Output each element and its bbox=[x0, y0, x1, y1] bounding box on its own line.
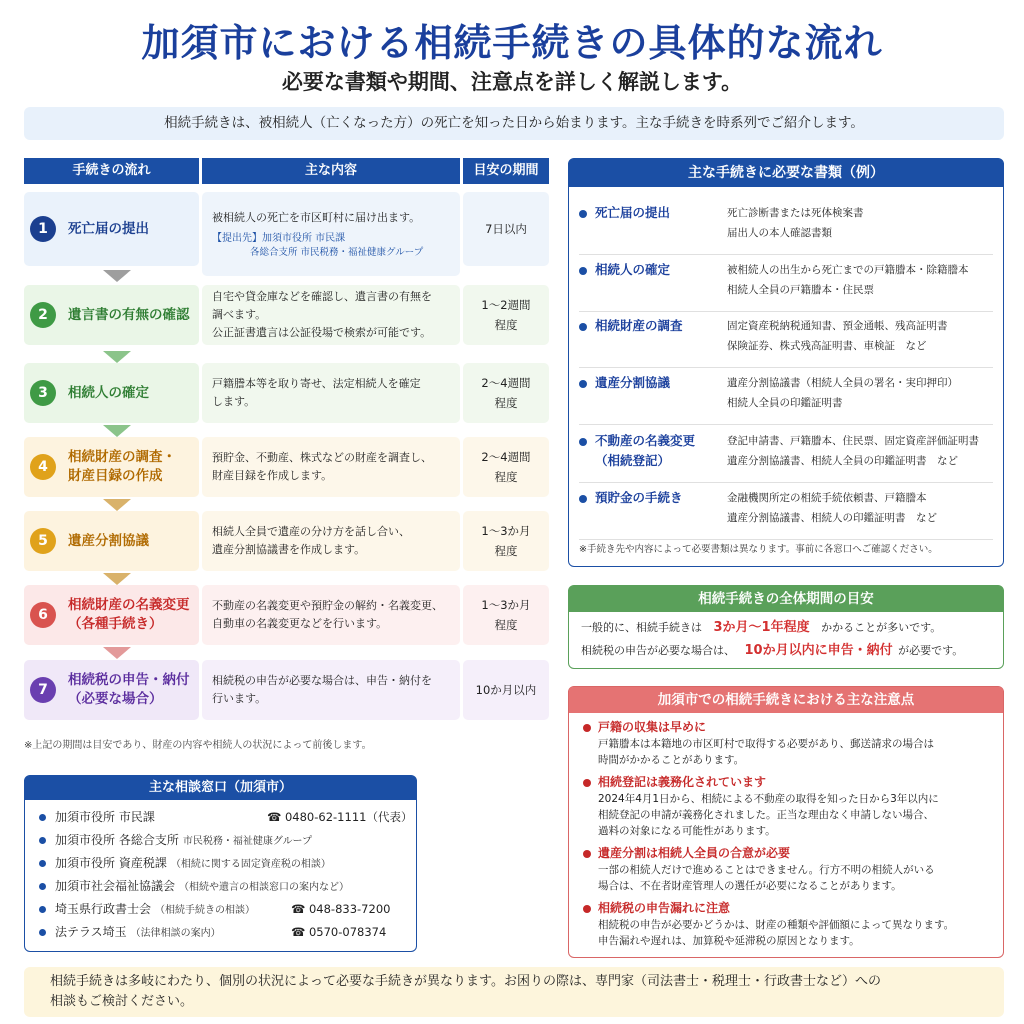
step-desc-cell bbox=[202, 363, 460, 423]
caution-title-row bbox=[583, 844, 995, 862]
step-desc-cell bbox=[202, 511, 460, 571]
caution-text: 2024年4月1日から、相続による不動産の取得を知った日から3年以内に bbox=[598, 793, 939, 805]
step-period-line: 1〜3か月 bbox=[481, 598, 531, 612]
step-period-line: 程度 bbox=[494, 618, 518, 632]
contact-row bbox=[25, 898, 416, 921]
step-period-cell bbox=[463, 363, 549, 423]
step-desc-cell bbox=[202, 585, 460, 645]
step-period-cell bbox=[463, 660, 549, 720]
step-name-cell bbox=[24, 285, 199, 345]
flow-step bbox=[24, 363, 549, 423]
required-documents-panel bbox=[568, 158, 1004, 567]
step-desc-line: 自動車の名義変更などを行います。 bbox=[212, 617, 388, 630]
step-name bbox=[68, 532, 149, 551]
caution-item bbox=[569, 718, 1003, 768]
down-arrow-icon bbox=[103, 270, 131, 282]
step-period-line: 程度 bbox=[494, 544, 518, 558]
bullet-icon bbox=[583, 779, 591, 787]
bullet-icon bbox=[39, 837, 46, 844]
bullet-icon bbox=[579, 267, 587, 275]
contacts-panel bbox=[24, 775, 417, 952]
caution-title: 相続税の申告漏れに注意 bbox=[598, 901, 731, 915]
step-name-cell bbox=[24, 363, 199, 423]
document-row bbox=[579, 484, 993, 540]
step-desc-line: 相続税の申告が必要な場合は、申告・納付を bbox=[212, 674, 432, 687]
bullet-icon bbox=[579, 323, 587, 331]
bullet-icon bbox=[579, 380, 587, 388]
document-label-cell bbox=[579, 260, 729, 280]
cautions-list bbox=[569, 718, 1003, 949]
flow-header-period: 目安の期間 bbox=[463, 158, 549, 184]
step-name bbox=[68, 671, 190, 709]
step-period-line: 2〜4週間 bbox=[481, 376, 531, 390]
bullet-icon bbox=[579, 210, 587, 218]
caution-text: 戸籍謄本は本籍地の市区町村で取得する必要があり、郵送請求の場合は bbox=[598, 738, 934, 750]
step-period-cell bbox=[463, 437, 549, 497]
period-text: 一般的に、相続手続きは bbox=[581, 621, 702, 634]
step-name-line: 相続財産の名義変更 bbox=[68, 597, 190, 613]
contact-note: （相続や遺言の相談窓口の案内など） bbox=[179, 882, 350, 893]
contact-name: 法テラス埼玉 bbox=[55, 925, 127, 939]
down-arrow-icon bbox=[103, 499, 131, 511]
step-period-line: 1〜2週間 bbox=[481, 298, 531, 312]
step-desc-line: 公正証書遺言は公証役場で検索が可能です。 bbox=[212, 326, 432, 339]
document-label-cell bbox=[579, 203, 729, 223]
period-line-1 bbox=[569, 616, 1003, 639]
period-text: が必要です。 bbox=[898, 644, 964, 657]
document-row bbox=[579, 369, 993, 425]
period-line-2 bbox=[569, 639, 1003, 662]
caution-title: 相続登記は義務化されています bbox=[598, 775, 767, 789]
flow-step bbox=[24, 585, 549, 645]
document-label: 不動産の名義変更 bbox=[595, 433, 696, 448]
footer-line: 相続手続きは多岐にわたり、個別の状況によって必要な手続きが異なります。お困りの際は、専門家（司法書士・税理士・行政書士など）への bbox=[50, 974, 881, 989]
document-item: 金融機関所定の相続手続依頼書、戸籍謄本 bbox=[727, 492, 927, 504]
step-name-line: （必要な場合） bbox=[68, 691, 163, 707]
step-period-cell bbox=[463, 511, 549, 571]
caution-body bbox=[583, 862, 995, 894]
contact-name: 埼玉県行政書士会 bbox=[55, 902, 152, 916]
contact-note: （相続手続きの相談） bbox=[155, 905, 256, 916]
step-number: 6 bbox=[30, 602, 56, 628]
documents-note: ※手続き先や内容によって必要書類は異なります。事前に各窓口へご確認ください。 bbox=[579, 544, 938, 555]
document-row bbox=[579, 199, 993, 255]
contacts-title: 主な相談窓口（加須市） bbox=[25, 776, 416, 800]
document-items bbox=[727, 431, 997, 471]
document-item: 固定資産税納税通知書、預金通帳、残高証明書 bbox=[727, 320, 948, 332]
cautions-title: 加須市での相続手続きにおける主な注意点 bbox=[569, 687, 1003, 713]
bullet-icon bbox=[39, 883, 46, 890]
page-subtitle: 必要な書類や期間、注意点を詳しく解説します。 bbox=[281, 70, 743, 94]
flow-note: ※上記の期間は目安であり、財産の内容や相続人の状況によって前後します。 bbox=[24, 740, 372, 751]
document-label: 死亡届の提出 bbox=[595, 205, 671, 220]
document-item: 死亡診断書または死体検案書 bbox=[727, 207, 864, 219]
flow-step bbox=[24, 660, 549, 720]
step-period-line: 程度 bbox=[494, 318, 518, 332]
document-row bbox=[579, 256, 993, 312]
contact-row bbox=[25, 829, 416, 852]
document-label-cell bbox=[579, 373, 729, 393]
flow-step bbox=[24, 511, 549, 571]
caution-text: 申告漏れや遅れは、加算税や延滞税の原因となります。 bbox=[598, 935, 860, 947]
step-name-line: 相続財産の調査・ bbox=[68, 449, 176, 465]
step-name-cell bbox=[24, 660, 199, 720]
page-title: 加須市における相続手続きの具体的な流れ bbox=[141, 21, 883, 65]
contact-row bbox=[25, 875, 416, 898]
caution-body bbox=[583, 736, 995, 768]
flow-header-content: 主な内容 bbox=[202, 158, 460, 184]
step-desc-sub: 【提出先】加須市役所 市民課 bbox=[212, 232, 346, 244]
step-name-line: 死亡届の提出 bbox=[68, 220, 149, 237]
step-name-line: （各種手続き） bbox=[68, 616, 163, 632]
down-arrow-icon bbox=[103, 351, 131, 363]
contacts-list bbox=[25, 800, 416, 944]
flow-step bbox=[24, 285, 549, 345]
step-desc-cell bbox=[202, 660, 460, 720]
caution-title-row bbox=[583, 773, 995, 791]
step-name bbox=[68, 220, 149, 239]
step-desc-cell bbox=[202, 285, 460, 345]
step-number: 7 bbox=[30, 677, 56, 703]
intro-banner: 相続手続きは、被相続人（亡くなった方）の死亡を知った日から始まります。主な手続きを時系列でご紹介します。 bbox=[24, 107, 1004, 140]
bullet-icon bbox=[583, 905, 591, 913]
caution-text: 一部の相続人だけで進めることはできません。行方不明の相続人がいる bbox=[598, 864, 935, 876]
documents-title: 主な手続きに必要な書類（例） bbox=[569, 159, 1003, 187]
step-desc-line: 不動産の名義変更や預貯金の解約・名義変更、 bbox=[212, 599, 443, 612]
step-period-cell bbox=[463, 192, 549, 266]
flow-header-steps: 手続きの流れ bbox=[24, 158, 199, 184]
document-item: 届出人の本人確認書類 bbox=[727, 227, 832, 239]
bullet-icon bbox=[39, 814, 46, 821]
contact-name: 加須市役所 資産税課 bbox=[55, 856, 167, 870]
step-period-line: 2〜4週間 bbox=[481, 450, 531, 464]
document-label-cell bbox=[579, 488, 729, 508]
step-number: 4 bbox=[30, 454, 56, 480]
overall-period-panel bbox=[568, 585, 1004, 669]
contact-note: （相続に関する固定資産税の相談） bbox=[170, 859, 331, 870]
period-text: かかることが多いです。 bbox=[821, 621, 942, 634]
caution-item bbox=[569, 773, 1003, 839]
step-period-line: 1〜3か月 bbox=[481, 524, 531, 538]
step-name-cell bbox=[24, 511, 199, 571]
caution-text: 相続税の申告が必要かどうかは、財産の種類や評価額によって異なります。 bbox=[598, 919, 955, 931]
step-period-line: 7日以内 bbox=[485, 222, 527, 236]
caution-title-row bbox=[583, 718, 995, 736]
step-desc-cell bbox=[202, 437, 460, 497]
step-name-cell bbox=[24, 585, 199, 645]
step-number: 3 bbox=[30, 380, 56, 406]
bullet-icon bbox=[579, 495, 587, 503]
caution-title-row bbox=[583, 899, 995, 917]
caution-text: 時間がかかることがあります。 bbox=[598, 754, 745, 766]
step-desc-sub: 各総合支所 市民税務・福祉健康グループ bbox=[250, 246, 424, 258]
footer-line: 相談もご検討ください。 bbox=[50, 994, 194, 1009]
step-desc-line: 自宅や貸金庫などを確認し、遺言書の有無を bbox=[212, 290, 432, 303]
step-name-line: 相続税の申告・納付 bbox=[68, 672, 190, 688]
caution-text: 場合は、不在者財産管理人の選任が必要になることがあります。 bbox=[598, 880, 902, 892]
document-item: 保険証券、株式残高証明書、車検証 など bbox=[727, 340, 927, 352]
step-desc-line: 行います。 bbox=[212, 692, 267, 705]
document-label: 遺産分割協議 bbox=[595, 375, 671, 390]
document-items bbox=[727, 260, 997, 300]
step-desc-line: 被相続人の死亡を市区町村に届け出ます。 bbox=[212, 210, 421, 224]
down-arrow-icon bbox=[103, 573, 131, 585]
caution-text: 相続登記の申請が義務化されました。正当な理由なく申請しない場合、 bbox=[598, 809, 934, 821]
document-item: 相続人全員の戸籍謄本・住民票 bbox=[727, 284, 874, 296]
caution-body bbox=[583, 791, 995, 839]
document-item: 遺産分割協議書（相続人全員の署名・実印押印） bbox=[727, 377, 958, 389]
document-item: 相続人全員の印鑑証明書 bbox=[727, 397, 843, 409]
contact-note: 市民税務・福祉健康グループ bbox=[182, 836, 313, 847]
contact-name: 加須市社会福祉協議会 bbox=[55, 879, 176, 893]
document-row bbox=[579, 427, 993, 483]
bullet-icon bbox=[583, 850, 591, 858]
period-title: 相続手続きの全体期間の目安 bbox=[569, 586, 1003, 612]
contact-row bbox=[25, 806, 416, 829]
step-desc-line: します。 bbox=[212, 395, 256, 408]
contact-phone: ☎ 0480-62-1111（代表） bbox=[267, 810, 413, 824]
document-item: 遺産分割協議書、相続人の印鑑証明書 など bbox=[727, 512, 937, 524]
step-number: 2 bbox=[30, 302, 56, 328]
step-name bbox=[68, 384, 149, 403]
document-item: 遺産分割協議書、相続人全員の印鑑証明書 など bbox=[727, 455, 958, 467]
contact-row bbox=[25, 852, 416, 875]
document-label: 相続財産の調査 bbox=[595, 318, 683, 333]
period-text: 相続税の申告が必要な場合は、 bbox=[581, 644, 735, 657]
document-label: 相続人の確定 bbox=[595, 262, 671, 277]
document-items bbox=[727, 203, 997, 243]
step-name-line: 遺言書の有無の確認 bbox=[68, 306, 190, 323]
step-name bbox=[68, 596, 190, 634]
cautions-panel bbox=[568, 686, 1004, 958]
bullet-icon bbox=[583, 724, 591, 732]
caution-title: 戸籍の収集は早めに bbox=[598, 720, 707, 734]
document-label: 預貯金の手続き bbox=[595, 490, 683, 505]
footer-note bbox=[24, 967, 1004, 1017]
document-label-sub: （相続登記） bbox=[595, 453, 671, 468]
contact-phone: ☎ 048-833-7200 bbox=[291, 902, 391, 916]
step-desc-cell bbox=[202, 192, 460, 276]
document-items bbox=[727, 488, 997, 528]
bullet-icon bbox=[39, 906, 46, 913]
down-arrow-icon bbox=[103, 425, 131, 437]
caution-item bbox=[569, 899, 1003, 949]
step-name-line: 相続人の確定 bbox=[68, 384, 149, 401]
step-name-line: 財産目録の作成 bbox=[68, 468, 163, 484]
document-item: 登記申請書、戸籍謄本、住民票、固定資産評価証明書 bbox=[727, 435, 979, 447]
caution-item bbox=[569, 844, 1003, 894]
step-number: 1 bbox=[30, 216, 56, 242]
step-desc-line: 遺産分割協議書を作成します。 bbox=[212, 543, 366, 556]
contact-note: （法律相談の案内） bbox=[130, 928, 221, 939]
contact-name: 加須市役所 各総合支所 bbox=[55, 833, 179, 847]
contact-phone: ☎ 0570-078374 bbox=[291, 925, 387, 939]
step-name-cell bbox=[24, 192, 199, 266]
document-item: 被相続人の出生から死亡までの戸籍謄本・除籍謄本 bbox=[727, 264, 969, 276]
contact-row bbox=[25, 921, 416, 944]
step-period-line: 程度 bbox=[494, 470, 518, 484]
period-highlight: 3か月〜1年程度 bbox=[713, 620, 810, 635]
caution-body bbox=[583, 917, 995, 949]
step-desc-line: 財産目録を作成します。 bbox=[212, 469, 333, 482]
document-label-cell bbox=[579, 316, 729, 336]
bullet-icon bbox=[39, 929, 46, 936]
document-items bbox=[727, 373, 997, 413]
step-name bbox=[68, 306, 190, 325]
flow-step bbox=[24, 437, 549, 497]
caution-text: 過料の対象になる可能性があります。 bbox=[598, 825, 776, 837]
step-desc-line: 調べます。 bbox=[212, 308, 267, 321]
step-desc-line: 預貯金、不動産、株式などの財産を調査し、 bbox=[212, 451, 432, 464]
down-arrow-icon bbox=[103, 647, 131, 659]
contact-name: 加須市役所 市民課 bbox=[55, 810, 155, 824]
flow-step bbox=[24, 192, 549, 258]
step-period-line: 程度 bbox=[494, 396, 518, 410]
step-period-cell bbox=[463, 285, 549, 345]
period-highlight: 10か月以内に申告・納付 bbox=[744, 643, 893, 658]
step-desc-line: 相続人全員で遺産の分け方を話し合い、 bbox=[212, 525, 410, 538]
step-desc-line: 戸籍謄本等を取り寄せ、法定相続人を確定 bbox=[212, 377, 421, 390]
document-items bbox=[727, 316, 997, 356]
step-name-cell bbox=[24, 437, 199, 497]
bullet-icon bbox=[39, 860, 46, 867]
caution-title: 遺産分割は相続人全員の合意が必要 bbox=[598, 846, 791, 860]
bullet-icon bbox=[579, 438, 587, 446]
step-name-line: 遺産分割協議 bbox=[68, 532, 149, 549]
step-period-line: 10か月以内 bbox=[475, 683, 537, 697]
step-name bbox=[68, 448, 176, 486]
step-period-cell bbox=[463, 585, 549, 645]
document-row bbox=[579, 312, 993, 368]
document-label-cell bbox=[579, 431, 729, 471]
step-number: 5 bbox=[30, 528, 56, 554]
